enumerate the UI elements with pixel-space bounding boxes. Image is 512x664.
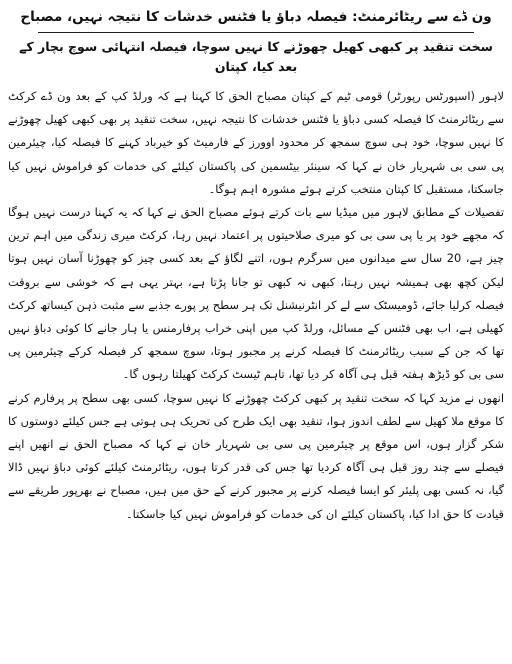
article-paragraph: تفصیلات کے مطابق لاہور میں میڈیا سے بات کرتے ہوئے مصباح الحق نے کہا کہ یہ کہنا درست نہیں ہوگا کہ مجھے خود پر یا پی سی بی کو میری صلاحیتوں پر اعتماد نہیں رہا، کرکٹ میری زندگی میں اہم ترین چیز ہے، 20 سال سے میدانوں میں سرگرم ہوں، اتنے لگاؤ کے بعد کسی چیز کو چھوڑنا آسان نہیں ہوتا لیکن کچھ بھی ہمیشہ نہیں رہتا، کبھی نہ کبھی تو جانا پڑتا ہے، بہتر یہی ہے کہ خوشی سے بروقت فیصلہ کرلیا جائے، ڈومیسٹک سے لے کر انٹرنیشنل تک ہر سطح پر پورے جذبے سے مثبت ذہن کیساتھ کرکٹ کھیلی ہے، اب بھی فٹنس کے مسائل، ورلڈ کپ میں اپنی خراب پرفارمنس یا ہار جانے کا کوئی دباؤ نہیں تھا کہ جن کے سبب ریٹائرمنٹ کا فیصلہ کرنے پر مجبور ہوتا، سوچ سمجھ کر فیصلہ کرکے چیئرمین پی سی بی کو ڈیڑھ ہفتہ قبل ہی آگاہ کر دیا تھا، تاہم ٹیسٹ کرکٹ کھیلتا رہوں گا۔ xyxy=(8,205,505,382)
article-headline: ون ڈے سے ریٹائرمنٹ: فیصلہ دباؤ یا فٹنس خدشات کا نتیجہ نہیں، مصباح xyxy=(20,9,492,25)
article-paragraph: لاہور (اسپورٹس رپورٹر) قومی ٹیم کے کپتان مصباح الحق کا کہنا ہے کہ ورلڈ کپ کے بعد ون ڈے کرکٹ سے ریٹائرمنٹ کا فیصلہ کسی دباؤ یا فٹنس خدشات کا نتیجہ نہیں، سخت تنقید پر بھی کبھی کھیل چھوڑنے کا نہیں سوچا، خود ہی سوچ سمجھ کر محدود اوورز کے فارمیٹ کو خیرباد کہنے کا فیصلہ کیا، چیئرمین پی سی بی شہریار خان نے کہا کہ سینئر بیٹسمین کی پاکستان کیلئے کی خدمات کو فراموش نہیں کیا جاسکتا، مستقبل کا کپتان منتخب کرتے ہوئے مشورہ اہم ہوگا۔ xyxy=(8,89,504,196)
article-paragraph: انھوں نے مزید کہا کہ سخت تنقید پر کبھی کرکٹ چھوڑنے کا نہیں سوچا، کسی بھی سطح پر پرفارم کرنے کا موقع ملا کھیل سے لطف اندوز ہوا، تنقید بھی ایک طرح کی تحریک ہی ہوتی ہے جس کیلئے دوستوں کا شکر گزار ہوں، اس موقع پر چیئرمین پی سی بی شہریار خان نے کہا کہ مصباح الحق نے انھیں اپنے فیصلے سے چند روز قبل ہی آگاہ کردیا تھا جس کی قدر کرتا ہوں، ریٹائرمنٹ کیلئے کوئی دباؤ نہیں ڈالا گیا، نہ کسی بھی پلیئر کو ایسا فیصلہ کرنے پر مجبور کرنے کے حق میں ہیں، مصباح نے بھرپور طریقے سے قیادت کا حق ادا کیا، پاکستان کیلئے ان کی خدمات کو فراموش نہیں کیا جاسکتا۔ xyxy=(8,390,504,521)
article-body xyxy=(8,85,504,526)
article-subheadline: سخت تنقید پر کبھی کھیل چھوڑنے کا نہیں سوچا، فیصلہ انتہائی سوچ بچار کے بعد کیا، کپتان xyxy=(19,39,493,74)
headline-divider xyxy=(38,32,474,33)
